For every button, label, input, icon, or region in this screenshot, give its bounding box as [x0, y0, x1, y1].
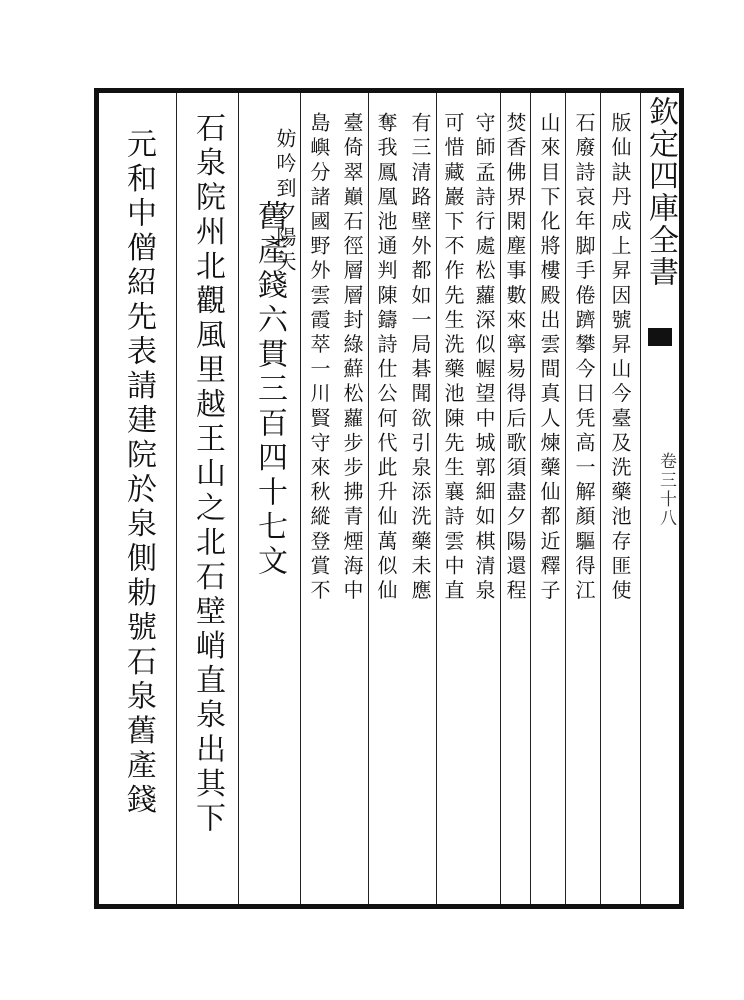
- text-column: 舊產錢六貫三百四十七文: [252, 200, 287, 580]
- column-divider: [565, 93, 566, 904]
- fishtail-mark: [648, 328, 672, 346]
- column-divider: [368, 93, 369, 904]
- column-divider: [600, 93, 601, 904]
- text-column: 臺倚翠巔石徑層層封綠蘚松蘿步步拂青煙海中: [340, 112, 364, 604]
- text-column: 奪我鳳凰池通判陳鑄詩仕公何代此升仙萬似仙: [374, 112, 398, 604]
- column-divider: [238, 93, 239, 904]
- page-border-left: [94, 88, 99, 909]
- column-divider: [500, 93, 501, 904]
- text-column: 元和中僧紹先表請建院於泉側勅號石泉舊產錢: [121, 128, 156, 818]
- text-column: 可惜藏巖下不作先生洗藥池陳先生襄詩雲中直: [441, 112, 465, 604]
- column-divider: [530, 93, 531, 904]
- page-border-right: [679, 88, 684, 909]
- page-border-bottom: [94, 904, 684, 909]
- text-column: 版仙訣丹成上昇因號昇山今臺及洗藥池存匪使: [608, 112, 632, 604]
- text-column: 山來目下化將樓殿出雲間真人煉藥仙都近釋子: [537, 112, 561, 604]
- text-column: 焚香佛界閑塵事數來寧易得后歌須盡夕陽還程: [503, 112, 527, 604]
- folio-number: 卷三十八: [656, 452, 676, 528]
- column-divider: [176, 93, 177, 904]
- column-divider: [640, 93, 641, 904]
- column-divider: [436, 93, 437, 904]
- column-divider: [300, 93, 301, 904]
- text-column: 島嶼分諸國野外雲霞萃一川賢守來秋縱登賞不: [307, 112, 331, 604]
- text-column: 石廢詩哀年脚手倦躋攀今日凭高一解顏驅得江: [572, 112, 596, 604]
- text-column: 有三清路壁外都如一局碁聞欲引泉添洗藥未應: [408, 112, 432, 604]
- page-border-top: [94, 88, 684, 93]
- margin-title: 欽定四庫全書: [643, 96, 678, 288]
- text-column: 守師孟詩行處松蘿深似幄望中城郭細如棋清泉: [472, 112, 496, 604]
- text-column: 妨吟到夕陽天: [273, 128, 297, 276]
- text-column: 石泉院州北觀風里越王山之北石壁峭直泉出其下: [190, 112, 225, 837]
